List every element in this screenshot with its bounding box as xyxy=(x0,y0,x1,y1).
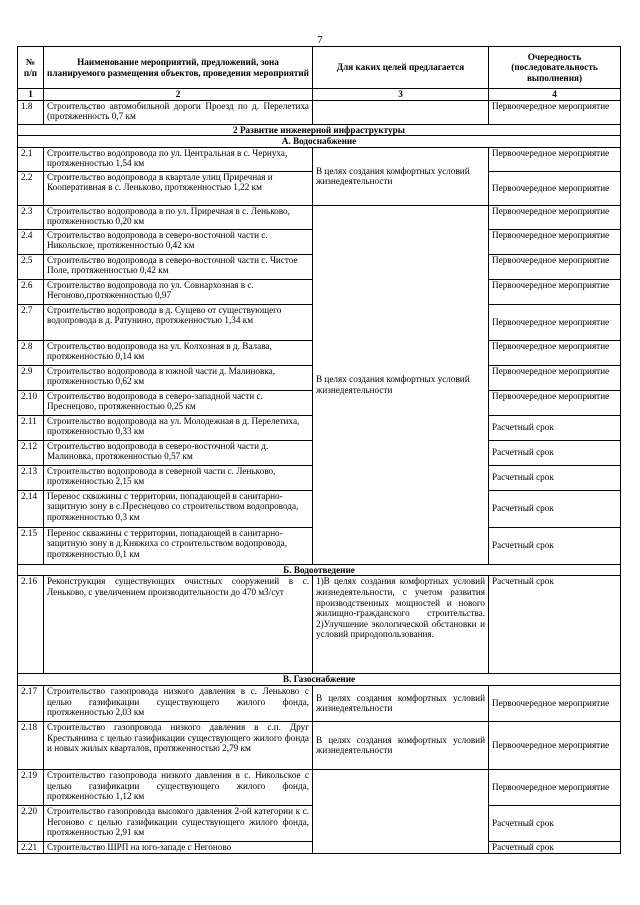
row-purpose xyxy=(313,100,489,124)
row-name: Строительство водопровода в южной части д. Малиновка, протяженностью 0,62 км xyxy=(44,365,313,390)
row-number: 2.10 xyxy=(18,390,44,415)
row-name: Строительство водопровода в северо-западной части с. Преснецово, протяженностью 0,25 км xyxy=(44,390,313,415)
col-num-2: 2 xyxy=(44,89,313,101)
row-number: 2.12 xyxy=(18,440,44,465)
row-name: Строительство газопровода низкого давления в с. Никольское с целью газификации существующего жилого фонда, протяженностью 1,12 км xyxy=(44,769,313,805)
row-purpose xyxy=(313,769,489,853)
row-number: 2.1 xyxy=(18,147,44,171)
table-row xyxy=(18,769,621,805)
table-row xyxy=(18,147,621,171)
row-name: Строительство газопровода низкого давления в с.п. Друг Крестьянина с целью газификации существующего жилого фонда и новых жилых кварталов, протяженностью 2,79 км xyxy=(44,721,313,769)
row-order: Первоочередное мероприятие xyxy=(489,304,621,340)
row-order: Первоочередное мероприятие xyxy=(489,205,621,229)
row-number: 2.11 xyxy=(18,415,44,440)
table-row xyxy=(18,721,621,769)
row-name: Строительство водопровода в северо-восточной части с. Чистое Поле, протяженностью 0,42 км xyxy=(44,254,313,279)
row-name: Строительство водопровода по ул. Совнархозная в с. Негоново,протяженностью 0,97 xyxy=(44,279,313,304)
measures-table xyxy=(17,46,621,854)
row-number: 2.20 xyxy=(18,805,44,841)
row-name: Строительство водопровода по ул. Центральная в с. Чернуха, протяженностью 1,54 км xyxy=(44,147,313,171)
subsection-sewerage: Б. Водоотведение xyxy=(18,564,621,576)
row-purpose: В целях создания комфортных условий жизнедеятельности xyxy=(313,147,489,205)
row-name: Строительство водопровода в северной части с. Леньково, протяженностью 2,15 км xyxy=(44,465,313,490)
row-order: Первоочередное мероприятие xyxy=(489,721,621,769)
row-name: Строительство водопровода в д. Сущево от существующего водопровода в д. Ратунино, протяженностью 1,34 км xyxy=(44,304,313,340)
row-number: 2.8 xyxy=(18,340,44,365)
row-number: 2.21 xyxy=(18,841,44,853)
row-name: Строительство водопровода в северо-восточной части с. Никольское, протяженностью 0,42 км xyxy=(44,229,313,254)
row-order: Первоочередное мероприятие xyxy=(489,171,621,205)
header-purpose: Для каких целей предлагается xyxy=(313,47,489,89)
row-name: Строительство автомобильной дороги Проезд по д. Перелетиха (протяженность 0,7 км xyxy=(44,100,313,124)
row-order: Первоочередное мероприятие xyxy=(489,147,621,171)
section-title: 2 Развитие инженерной инфраструктуры xyxy=(18,124,621,136)
table-row xyxy=(18,205,621,229)
header-row xyxy=(18,47,621,89)
row-number: 1.8 xyxy=(18,100,44,124)
row-name: Перенос скважины с территории, попадающей в санитарно-защитную зону в д.Княжиха со строительством водопровода, протяженностью 0,1 км xyxy=(44,527,313,564)
row-number: 2.16 xyxy=(18,576,44,674)
row-order: Первоочередное мероприятие xyxy=(489,769,621,805)
subsection-row xyxy=(18,674,621,686)
row-number: 2.18 xyxy=(18,721,44,769)
row-number: 2.5 xyxy=(18,254,44,279)
row-number: 2.7 xyxy=(18,304,44,340)
row-name: Реконструкция существующих очистных сооружений в с. Леньково, с увеличением производительности до 470 м3/сут xyxy=(44,576,313,674)
subsection-water-supply: А. Водоснабжение xyxy=(18,136,621,148)
row-number: 2.13 xyxy=(18,465,44,490)
col-num-4: 4 xyxy=(489,89,621,101)
row-order: Расчетный срок xyxy=(489,805,621,841)
row-number: 2.9 xyxy=(18,365,44,390)
subsection-row xyxy=(18,136,621,148)
row-purpose: В целях создания комфортных условий жизнедеятельности xyxy=(313,205,489,564)
row-purpose: В целях создания комфортных условий жизнедеятельности xyxy=(313,685,489,721)
row-order: Расчетный срок xyxy=(489,490,621,527)
row-name: Строительство газопровода высокого давления 2-ой категории к с. Негоново с целью газификации существующего жилого фонда, протяженностью 2,91 км xyxy=(44,805,313,841)
row-order: Первоочередное мероприятие xyxy=(489,229,621,254)
row-order: Первоочередное мероприятие xyxy=(489,390,621,415)
row-number: 2.3 xyxy=(18,205,44,229)
row-name: Строительство водопровода в по ул. Приречная в с. Леньково, протяженностью 0,20 км xyxy=(44,205,313,229)
row-number: 2.4 xyxy=(18,229,44,254)
row-number: 2.2 xyxy=(18,171,44,205)
subsection-row xyxy=(18,564,621,576)
row-order: Первоочередное мероприятие xyxy=(489,254,621,279)
col-num-1: 1 xyxy=(18,89,44,101)
column-number-row xyxy=(18,89,621,101)
row-order: Расчетный срок xyxy=(489,440,621,465)
col-num-3: 3 xyxy=(313,89,489,101)
row-number: 2.19 xyxy=(18,769,44,805)
row-order: Расчетный срок xyxy=(489,527,621,564)
row-name: Строительство водопровода в квартале улиц Приречная и Кооперативная в с. Леньково, протяженностью 1,22 км xyxy=(44,171,313,205)
row-number: 2.6 xyxy=(18,279,44,304)
page-number: 7 xyxy=(317,34,323,46)
row-order: Расчетный срок xyxy=(489,576,621,674)
row-number: 2.14 xyxy=(18,490,44,527)
row-name: Строительство водопровода в северо-восточной части д. Малиновка, протяженностью 0,57 км xyxy=(44,440,313,465)
row-number: 2.17 xyxy=(18,685,44,721)
row-order: Первоочередное мероприятие xyxy=(489,279,621,304)
row-name: Перенос скважины с территории, попадающей в санитарно-защитную зону в с.Преснецово со строительством водопровода, протяженностью 0,3 км xyxy=(44,490,313,527)
section-row xyxy=(18,124,621,136)
table-row xyxy=(18,576,621,674)
row-order: Расчетный срок xyxy=(489,841,621,853)
header-order: Очередность (последовательность выполнения) xyxy=(489,47,621,89)
header-number: № п/п xyxy=(18,47,44,89)
row-name: Строительство водопровода на ул. Молодежная в д. Перелетиха, протяженностью 0,33 км xyxy=(44,415,313,440)
row-order: Расчетный срок xyxy=(489,415,621,440)
row-number: 2.15 xyxy=(18,527,44,564)
row-order: Первоочередное мероприятие xyxy=(489,100,621,124)
subsection-gas-supply: В. Газоснабжение xyxy=(18,674,621,686)
row-order: Первоочередное мероприятие xyxy=(489,340,621,365)
row-order: Первоочередное мероприятие xyxy=(489,685,621,721)
row-purpose: В целях создания комфортных условий жизнедеятельности xyxy=(313,721,489,769)
header-name: Наименование мероприятий, предложений, зона планируемого размещения объектов, проведения мероприятий xyxy=(44,47,313,89)
table-row xyxy=(18,685,621,721)
row-name: Строительство газопровода низкого давления в с. Леньково с целью газификации существующего жилого фонда, протяженностью 2,03 км xyxy=(44,685,313,721)
row-name: Строительство ШРП на юго-западе с Негоново xyxy=(44,841,313,853)
row-name: Строительство водопровода на ул. Колхозная в д. Валава, протяженностью 0,14 км xyxy=(44,340,313,365)
row-order: Первоочередное мероприятие xyxy=(489,365,621,390)
row-order: Расчетный срок xyxy=(489,465,621,490)
row-purpose: 1)В целях создания комфортных условий жизнедеятельности, с учетом развития производственных мощностей и нового жилищно-гражданского строительства. 2)Улучшение экологической обстановки и условий природопользования. xyxy=(313,576,489,674)
table-row xyxy=(18,100,621,124)
